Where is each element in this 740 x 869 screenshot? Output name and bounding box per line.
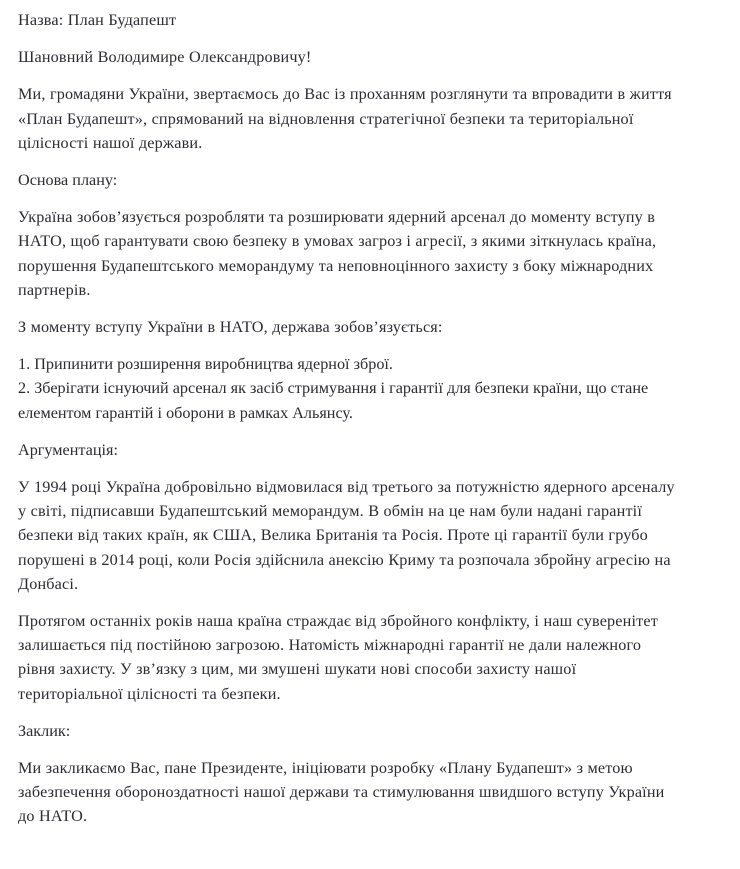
- list-item: 2. Зберігати існуючий арсенал як засіб стримування і гарантії для безпеки країни, що стане елементом гарантій і оборони в рамках Альянсу.: [18, 379, 649, 422]
- argument-paragraph-1: У 1994 році Україна добровільно відмовилася від третього за потужністю ядерного арсеналу у світі, підписавши Будапештський меморандум. В обмін на це нам були надані гарантії безпеки від таких країн, як США, Велика Британія та Росія. Проте ці гарантії були грубо порушені в 2014 році, коли Росія здійснила анексію Криму та розпочала збройну агресію на Донбасі.: [18, 478, 675, 593]
- section-heading-basis: Основа плану:: [18, 171, 118, 190]
- basis-paragraph: Україна зобов’язується розробляти та розширювати ядерний арсенал до моменту вступу в НАТО, щоб гарантувати свою безпеку в умовах загроз і агресії, з якими зіткнулась країна, порушення Будапештського меморандуму та неповноцінного захисту з боку міжнародних партнерів.: [18, 208, 657, 299]
- list-item: 1. Припинити розширення виробництва ядерної зброї.: [18, 355, 393, 374]
- intro-paragraph: Ми, громадяни України, звертаємось до Вас із проханням розглянути та впровадити в життя «План Будапешт», спрямований на відновлення стратегічної безпеки та територіальної цілісності нашої держави.: [18, 85, 672, 152]
- section-heading-appeal: Заклик:: [18, 721, 71, 740]
- commitments-lead-in: З моменту вступу України в НАТО, держава зобов’язується:: [18, 318, 443, 337]
- appeal-paragraph: Ми закликаємо Вас, пане Президенте, ініціювати розробку «Плану Будапешт» з метою забезпечення обороноздатності нашої держави та стимулювання швидшого вступу України до НАТО.: [18, 759, 665, 826]
- argument-paragraph-2: Протягом останніх років наша країна страждає від збройного конфлікту, і наш суверенітет залишається під постійною загрозою. Натомість міжнародні гарантії не дали належного рівня захисту. У зв’язку з цим, ми змушені шукати нові способи захисту нашої територіальної цілісності та безпеки.: [18, 612, 658, 703]
- document-title-line: Назва: План Будапешт: [18, 11, 177, 29]
- commitments-list: [18, 352, 680, 425]
- salutation: Шановний Володимире Олександровичу!: [18, 48, 312, 67]
- section-heading-argument: Аргументація:: [18, 440, 118, 459]
